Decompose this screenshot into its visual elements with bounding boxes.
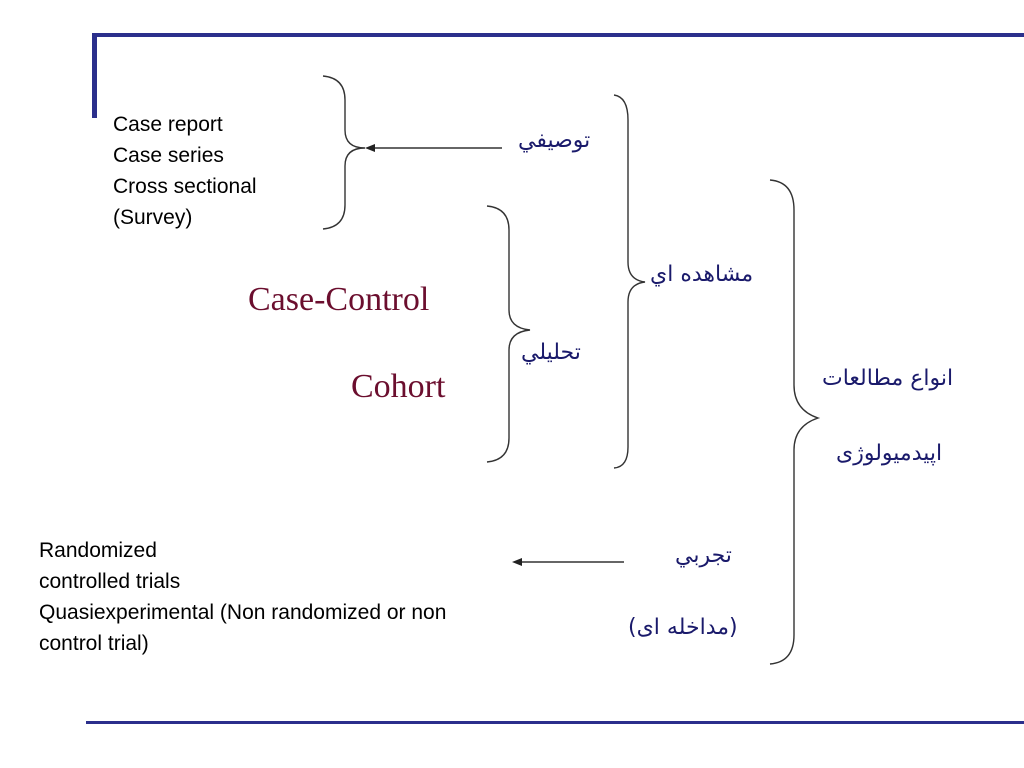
epidemiology-brace: [770, 180, 818, 664]
experimental-example: control trial): [39, 632, 149, 655]
experimental-examples: [39, 535, 446, 659]
analytical-label: تحليلي: [521, 340, 581, 365]
experimental-sublabel: (مداخله ای): [628, 615, 738, 640]
descriptive-examples: [113, 109, 257, 233]
descriptive-label: توصيفي: [518, 128, 591, 153]
observational-brace: [614, 95, 645, 468]
analytical-examples-brace: [487, 206, 530, 462]
experimental-label: تجربي: [675, 543, 732, 568]
descriptive-example: (Survey): [113, 206, 193, 229]
cohort-term: Cohort: [351, 368, 446, 405]
experimental-example: Randomized: [39, 539, 157, 562]
epidemiology-title-line1: انواع مطالعات: [822, 366, 954, 391]
descriptive-arrow-head: [365, 144, 375, 152]
observational-label: مشاهده اي: [650, 262, 754, 287]
experimental-example: controlled trials: [39, 570, 181, 593]
epidemiology-title-line2: اپيدميولوژی: [836, 441, 943, 466]
descriptive-example: Case series: [113, 144, 224, 167]
descriptive-example: Cross sectional: [113, 175, 257, 198]
experimental-arrow-head: [512, 558, 522, 566]
descriptive-examples-brace: [323, 76, 365, 229]
experimental-example: Quasiexperimental (Non randomized or non: [39, 601, 447, 624]
descriptive-example: Case report: [113, 113, 223, 136]
case-control-term: Case-Control: [248, 281, 430, 318]
